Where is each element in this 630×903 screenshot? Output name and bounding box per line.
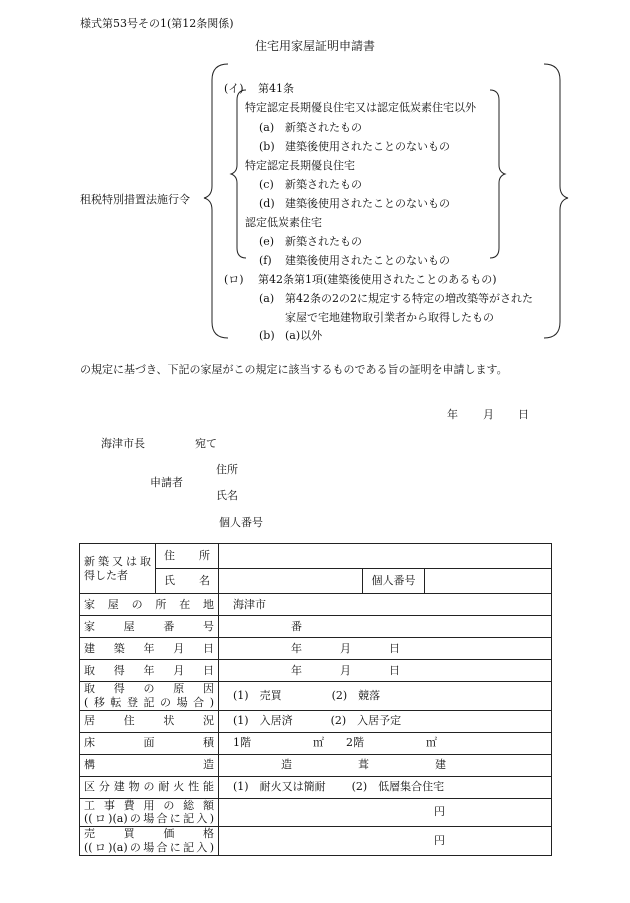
owner-address-row (80, 544, 552, 569)
ro-a-line1: 第42条の2の2に規定する特定の増改築等がされた (285, 292, 533, 305)
construction-cost-row (80, 798, 552, 827)
owner-label-line1: 新築又は取 (84, 554, 151, 568)
item-a-mark: (a) (259, 121, 275, 134)
floor-2f-unit: ㎡ (426, 736, 437, 750)
house-number-field[interactable] (219, 616, 552, 638)
law-i-article: 第41条 (258, 82, 294, 95)
item-d-text: 建築後使用されたことのないもの (285, 197, 450, 210)
floor-2f-label: 2階 (346, 736, 364, 750)
date-month: 月 (483, 408, 494, 421)
sale-price-field[interactable] (219, 827, 552, 856)
construction-cost-label-cell (80, 798, 219, 827)
house-number-row (80, 616, 552, 638)
applicant-label: 申請者 (150, 476, 183, 489)
house-details-table (79, 543, 552, 856)
acquired-year: 年 (291, 663, 302, 677)
floor-area-field[interactable] (219, 732, 552, 754)
cause-option-auction[interactable]: (2) 競落 (331, 688, 381, 702)
residence-label: 居住状況 (80, 710, 219, 732)
sale-price-label-cell (80, 827, 219, 856)
acquired-day: 日 (389, 663, 400, 677)
structure-stories: 建 (435, 758, 446, 772)
date-day: 日 (518, 408, 529, 421)
item-b-mark: (b) (259, 140, 275, 153)
fire-resistance-label: 区分建物の耐火性能 (80, 776, 219, 798)
fire-resistance-row (80, 776, 552, 798)
item-d-mark: (d) (259, 197, 275, 210)
item-f-text: 建築後使用されたことのないもの (285, 254, 450, 267)
sale-price-yen: 円 (434, 833, 445, 847)
built-date-field[interactable] (219, 638, 552, 660)
acquired-month: 月 (340, 663, 351, 677)
date-year: 年 (447, 408, 458, 421)
owner-name-label: 氏 名 (156, 569, 219, 594)
item-e-mark: (e) (259, 235, 275, 248)
ro-a-line2: 家屋で宅地建物取引業者から取得したもの (285, 311, 494, 324)
built-year: 年 (291, 641, 302, 655)
item-a-text: 新築されたもの (285, 121, 362, 134)
addressee-name: 海津市長 (101, 437, 145, 450)
owner-label-line2: 得した者 (84, 568, 128, 582)
structure-field[interactable] (219, 754, 552, 776)
owner-address-label: 住 所 (156, 544, 219, 569)
residence-options[interactable] (219, 710, 552, 732)
structure-row (80, 754, 552, 776)
cause-label-line2: (移転登記の場合) (84, 695, 214, 709)
ro-b-text: (a)以外 (285, 329, 323, 342)
item-b-text: 建築後使用されたことのないもの (285, 140, 450, 153)
floor-1f-unit: ㎡ (313, 736, 324, 750)
acquired-date-label: 取得年月日 (80, 660, 219, 682)
built-date-label: 建築年月日 (80, 638, 219, 660)
location-label: 家屋の所在地 (80, 594, 219, 616)
sale-price-label-line1: 売買価格 (84, 827, 214, 840)
item-f-mark: (f) (259, 254, 272, 267)
built-day: 日 (389, 641, 400, 655)
ro-b-mark: (b) (259, 329, 275, 342)
construction-cost-label-line2: ((ロ)(a)の場合に記入) (84, 812, 214, 826)
fire-option-1[interactable]: (1) 耐火又は簡耐 (233, 780, 326, 794)
page-title: 住宅用家屋証明申請書 (255, 39, 376, 53)
floor-area-label: 床面積 (80, 732, 219, 754)
cause-label-cell (80, 682, 219, 711)
form-number: 様式第53号その1(第12条関係) (80, 17, 234, 30)
residence-row (80, 710, 552, 732)
structure-material: 造 (281, 758, 292, 772)
item-c-text: 新築されたもの (285, 178, 362, 191)
item-e-text: 新築されたもの (285, 235, 362, 248)
group3-title: 認定低炭素住宅 (245, 216, 322, 229)
house-number-label: 家屋番号 (80, 616, 219, 638)
construction-cost-label-line1: 工事費用の総額 (84, 798, 214, 812)
personal-number-field[interactable] (425, 569, 552, 594)
structure-label: 構造 (80, 754, 219, 776)
owner-name-field[interactable] (219, 569, 363, 594)
applicant-address-label: 住所 (216, 463, 238, 476)
house-number-suffix: 番 (291, 619, 302, 633)
residence-option-occupied[interactable]: (1) 入居済 (233, 714, 293, 728)
built-month: 月 (340, 641, 351, 655)
floor-1f-label: 1階 (233, 736, 251, 750)
sale-price-label-line2: ((ロ)(a)の場合に記入) (84, 840, 214, 854)
fire-option-2[interactable]: (2) 低層集合住宅 (351, 780, 445, 794)
location-value[interactable]: 海津市 (219, 594, 552, 616)
group1-title: 特定認定長期優良住宅又は認定低炭素住宅以外 (245, 101, 476, 114)
cause-options[interactable] (219, 682, 552, 711)
structure-roof: 葺 (358, 758, 369, 772)
sale-price-row (80, 827, 552, 856)
ro-a-mark: (a) (259, 292, 275, 305)
built-date-row (80, 638, 552, 660)
item-c-mark: (c) (259, 178, 274, 191)
law-ro-text: 第42条第1項(建築後使用されたことのあるもの) (258, 273, 497, 286)
fire-resistance-options[interactable] (219, 776, 552, 798)
construction-cost-yen: 円 (434, 805, 445, 819)
acquired-date-field[interactable] (219, 660, 552, 682)
floor-area-row (80, 732, 552, 754)
applicant-name-label: 氏名 (216, 489, 238, 502)
residence-option-planned[interactable]: (2) 入居予定 (330, 714, 402, 728)
owner-address-field[interactable] (219, 544, 552, 569)
cause-row (80, 682, 552, 711)
law-i-mark: (イ) (224, 82, 244, 95)
owner-label-cell (80, 544, 156, 594)
applicant-number-label: 個人番号 (219, 516, 263, 529)
location-row (80, 594, 552, 616)
construction-cost-field[interactable] (219, 798, 552, 827)
cause-label-line1: 取得の原因 (84, 682, 214, 695)
group2-title: 特定認定長期優良住宅 (245, 159, 355, 172)
personal-number-label: 個人番号 (363, 569, 425, 594)
acquired-date-row (80, 660, 552, 682)
statement-text: の規定に基づき、下記の家屋がこの規定に該当するものである旨の証明を申請します。 (80, 363, 508, 376)
cause-option-purchase[interactable]: (1) 売買 (233, 688, 282, 702)
law-ro-mark: (ロ) (224, 273, 244, 286)
law-main-label: 租税特別措置法施行令 (80, 193, 190, 206)
addressee-suffix: 宛て (195, 437, 217, 450)
